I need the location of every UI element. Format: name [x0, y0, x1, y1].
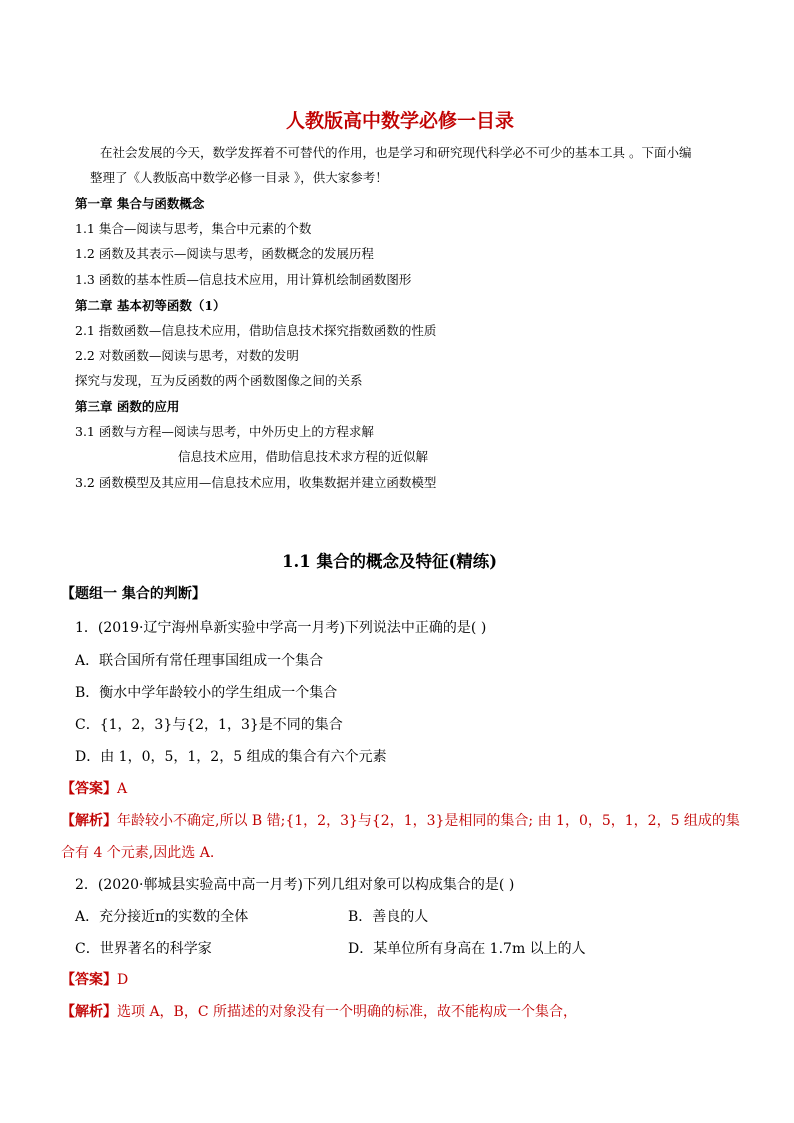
question-2-stem: 2．(2020·郸城县实验高中高一月考)下列几组对象可以构成集合的是( ) [75, 877, 515, 893]
answer-value: D [117, 972, 129, 988]
question-2-analysis [61, 1001, 577, 1021]
analysis-text: 选项 A，B，C 所描述的对象没有一个明确的标准，故不能构成一个集合， [117, 1004, 578, 1020]
toc-item: 1.3 函数的基本性质—信息技术应用，用计算机绘制函数图形 [75, 272, 412, 287]
analysis-tag: 【解析】 [61, 1004, 117, 1020]
toc-item: 1.1 集合—阅读与思考，集合中元素的个数 [75, 221, 312, 236]
toc-item: 2.2 对数函数—阅读与思考，对数的发明 [75, 348, 299, 363]
chapter-2-title: 第二章 基本初等函数（1） [75, 298, 226, 313]
chapter-1-title: 第一章 集合与函数概念 [75, 196, 205, 211]
question-2-option-b: B．善良的人 [348, 909, 429, 925]
question-1-option-a: A．联合国所有常任理事国组成一个集合 [75, 653, 324, 669]
question-1-option-b: B．衡水中学年龄较小的学生组成一个集合 [75, 685, 338, 701]
question-2-option-c: C．世界著名的科学家 [75, 941, 212, 957]
toc-item: 2.1 指数函数—信息技术应用，借助信息技术探究指数函数的性质 [75, 323, 437, 338]
analysis-tag: 【解析】 [61, 813, 117, 829]
question-1-stem: 1．(2019·辽宁海州阜新实验中学高一月考)下列说法中正确的是( ) [75, 620, 487, 636]
intro-line-1: 在社会发展的今天，数学发挥着不可替代的作用，也是学习和研究现代科学必不可少的基本工具 。下面小编 [100, 145, 692, 160]
answer-value: A [117, 781, 128, 797]
toc-item: 信息技术应用，借助信息技术求方程的近似解 [178, 449, 429, 464]
answer-tag: 【答案】 [61, 781, 117, 797]
question-1-option-c: C．{1，2，3}与{2，1，3}是不同的集合 [75, 717, 343, 733]
question-group-title: 【题组一 集合的判断】 [61, 586, 206, 602]
question-2-option-a: A．充分接近π的实数的全体 [75, 909, 249, 925]
question-2-answer [61, 969, 128, 989]
toc-item: 3.2 函数模型及其应用—信息技术应用，收集数据并建立函数模型 [75, 475, 437, 490]
question-1-answer [61, 778, 127, 798]
intro-line-2: 整理了《人教版高中数学必修一目录 》，供大家参考！ [90, 170, 388, 185]
toc-item: 1.2 函数及其表示—阅读与思考，函数概念的发展历程 [75, 246, 374, 261]
section-title: 1.1 集合的概念及特征(精练) [282, 552, 498, 571]
question-1-option-d: D．由 1，0，5，1，2，5 组成的集合有六个元素 [75, 749, 387, 765]
question-1-analysis [61, 810, 740, 830]
analysis-text: 年龄较小不确定,所以 B 错;{1，2，3}与{2，1，3}是相同的集合; 由 1，0，5，1，2，5 组成的集 [117, 813, 740, 829]
document-title: 人教版高中数学必修一目录 [286, 110, 515, 132]
chapter-3-title: 第三章 函数的应用 [75, 399, 180, 414]
question-1-analysis-cont: 合有 4 个元素,因此选 A. [61, 845, 215, 861]
question-2-option-d: D．某单位所有身高在 1.7m 以上的人 [348, 941, 586, 957]
toc-item: 探究与发现，互为反函数的两个函数图像之间的关系 [75, 373, 363, 388]
toc-item: 3.1 函数与方程—阅读与思考，中外历史上的方程求解 [75, 424, 374, 439]
answer-tag: 【答案】 [61, 972, 117, 988]
